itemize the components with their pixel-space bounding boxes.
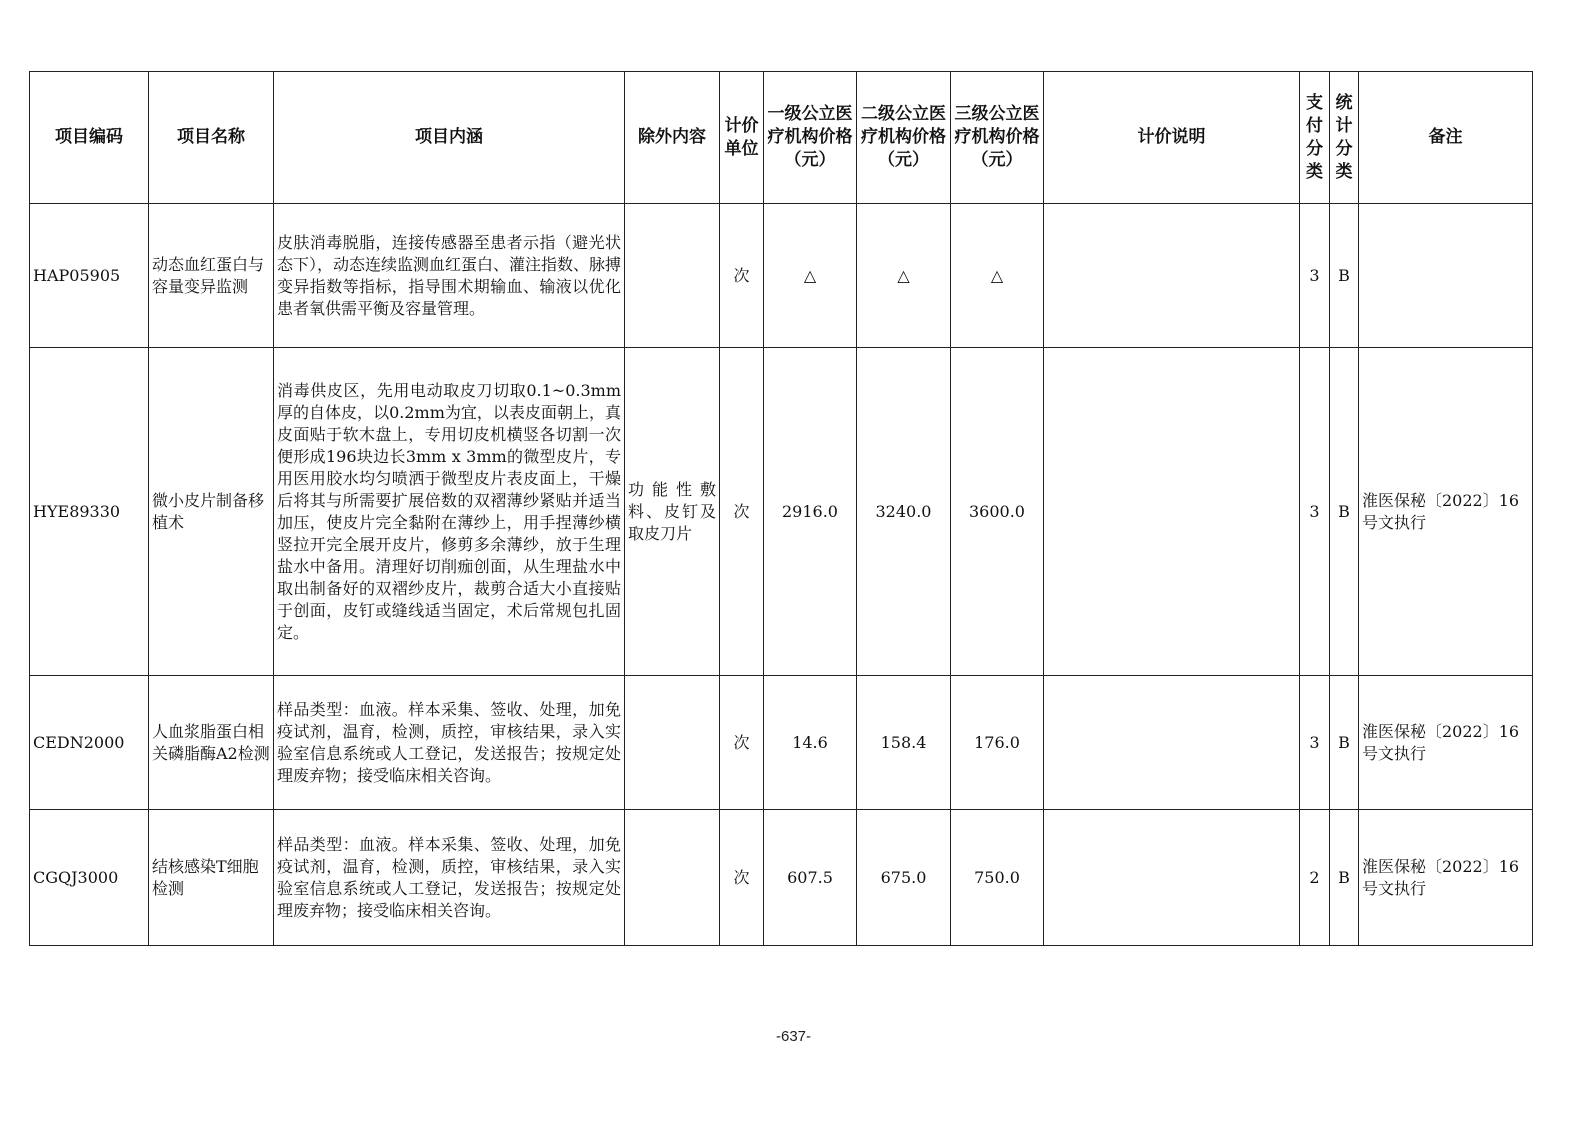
cell-excluded: 功能性敷料、皮钉及取皮刀片 — [625, 348, 720, 676]
cell-stat-class: B — [1330, 676, 1359, 810]
cell-excluded — [625, 810, 720, 946]
cell-price3: 750.0 — [951, 810, 1044, 946]
header-name: 项目名称 — [149, 72, 274, 204]
table-row — [30, 204, 1533, 348]
header-price2: 二级公立医疗机构价格（元） — [857, 72, 951, 204]
cell-price2: △ — [857, 204, 951, 348]
cell-price1: 14.6 — [764, 676, 857, 810]
cell-price1: △ — [764, 204, 857, 348]
page-number: -637- — [775, 1028, 812, 1045]
cell-stat-class: B — [1330, 204, 1359, 348]
cell-pricing-note — [1044, 348, 1300, 676]
cell-pricing-note — [1044, 676, 1300, 810]
header-pricing-note: 计价说明 — [1044, 72, 1300, 204]
cell-price3: 3600.0 — [951, 348, 1044, 676]
cell-name: 结核感染T细胞检测 — [149, 810, 274, 946]
cell-price3: 176.0 — [951, 676, 1044, 810]
cell-remarks — [1359, 204, 1533, 348]
cell-content: 皮肤消毒脱脂，连接传感器至患者示指（避光状态下），动态连续监测血红蛋白、灌注指数、脉搏变异指数等指标，指导围术期输血、输液以优化患者氧供需平衡及容量管理。 — [274, 204, 625, 348]
cell-code: CGQJ3000 — [30, 810, 149, 946]
cell-price2: 675.0 — [857, 810, 951, 946]
cell-remarks: 淮医保秘〔2022〕16号文执行 — [1359, 810, 1533, 946]
table-row — [30, 348, 1533, 676]
header-code: 项目编码 — [30, 72, 149, 204]
table-row — [30, 810, 1533, 946]
cell-pricing-note — [1044, 810, 1300, 946]
cell-price2: 3240.0 — [857, 348, 951, 676]
header-price3: 三级公立医疗机构价格（元） — [951, 72, 1044, 204]
cell-pricing-note — [1044, 204, 1300, 348]
cell-content: 样品类型：血液。样本采集、签收、处理，加免疫试剂，温育，检测，质控，审核结果，录入实验室信息系统或人工登记，发送报告；按规定处理废弃物；接受临床相关咨询。 — [274, 676, 625, 810]
header-content: 项目内涵 — [274, 72, 625, 204]
cell-price1: 2916.0 — [764, 348, 857, 676]
header-stat-class: 统计分类 — [1330, 72, 1359, 204]
cell-name: 微小皮片制备移植术 — [149, 348, 274, 676]
cell-payment-class: 3 — [1300, 676, 1330, 810]
cell-stat-class: B — [1330, 810, 1359, 946]
cell-content: 消毒供皮区，先用电动取皮刀切取0.1~0.3mm厚的自体皮，以0.2mm为宜，以表皮面朝上，真皮面贴于软木盘上，专用切皮机横竖各切割一次便形成196块边长3mm x 3mm的微型皮片，专用医用胶水均匀喷洒于微型皮片表皮面上，干燥后将其与所需要扩展倍数的双褶薄纱紧贴并适当加压，使皮片完全黏附在薄纱上，用手捏薄纱横竖拉开完全展开皮片，修剪多余薄纱，放于生理盐水中备用。清理好切削痂创面，从生理盐水中取出制备好的双褶纱皮片，裁剪合适大小直接贴于创面，皮钉或缝线适当固定，术后常规包扎固定。 — [274, 348, 625, 676]
cell-remarks: 淮医保秘〔2022〕16号文执行 — [1359, 348, 1533, 676]
cell-unit: 次 — [720, 810, 764, 946]
cell-unit: 次 — [720, 204, 764, 348]
cell-name: 人血浆脂蛋白相关磷脂酶A2检测 — [149, 676, 274, 810]
cell-content: 样品类型：血液。样本采集、签收、处理，加免疫试剂，温育，检测，质控，审核结果，录入实验室信息系统或人工登记，发送报告；按规定处理废弃物；接受临床相关咨询。 — [274, 810, 625, 946]
header-price1: 一级公立医疗机构价格（元） — [764, 72, 857, 204]
header-remarks: 备注 — [1359, 72, 1533, 204]
header-row — [30, 72, 1533, 204]
cell-excluded — [625, 204, 720, 348]
header-payment-class: 支付分类 — [1300, 72, 1330, 204]
header-unit: 计价单位 — [720, 72, 764, 204]
cell-remarks: 淮医保秘〔2022〕16号文执行 — [1359, 676, 1533, 810]
cell-unit: 次 — [720, 348, 764, 676]
cell-stat-class: B — [1330, 348, 1359, 676]
cell-name: 动态血红蛋白与容量变异监测 — [149, 204, 274, 348]
cell-unit: 次 — [720, 676, 764, 810]
cell-price3: △ — [951, 204, 1044, 348]
cell-code: HYE89330 — [30, 348, 149, 676]
price-table — [29, 71, 1533, 946]
cell-excluded — [625, 676, 720, 810]
header-excluded: 除外内容 — [625, 72, 720, 204]
cell-payment-class: 3 — [1300, 204, 1330, 348]
cell-price2: 158.4 — [857, 676, 951, 810]
cell-code: HAP05905 — [30, 204, 149, 348]
cell-code: CEDN2000 — [30, 676, 149, 810]
cell-price1: 607.5 — [764, 810, 857, 946]
cell-payment-class: 2 — [1300, 810, 1330, 946]
cell-payment-class: 3 — [1300, 348, 1330, 676]
table-row — [30, 676, 1533, 810]
